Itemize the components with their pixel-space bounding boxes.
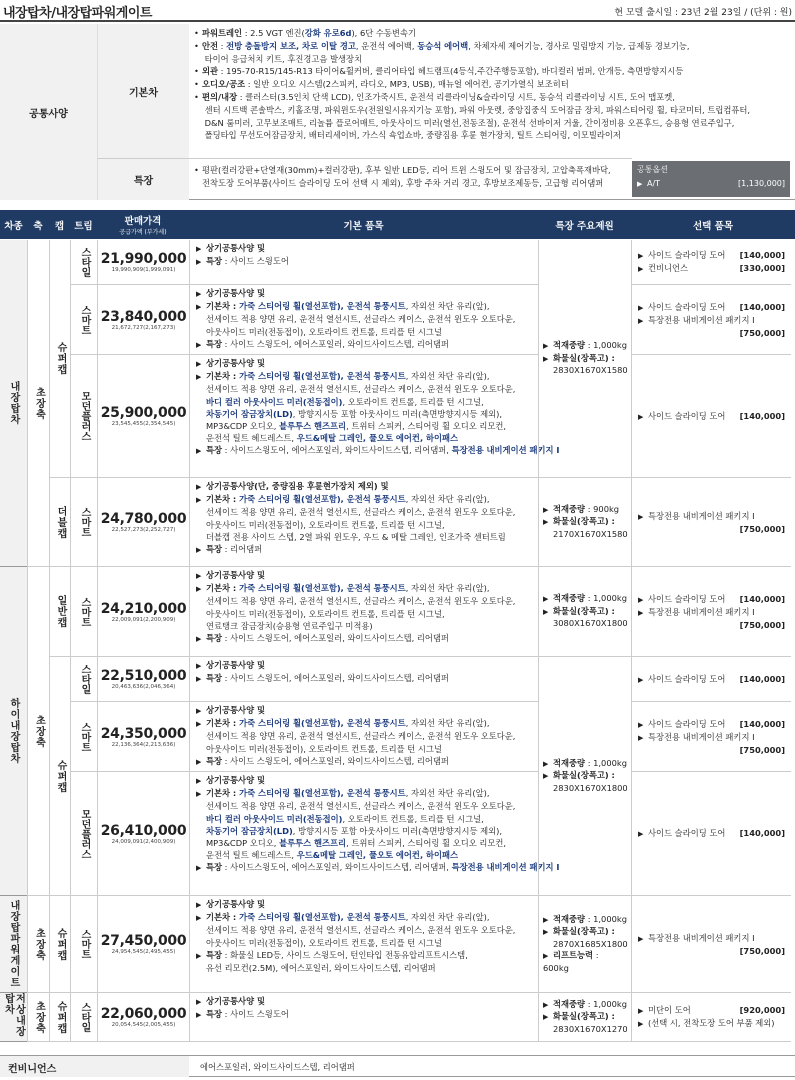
feature-spec-list [189,158,632,200]
supply-price: 22,009,091(2,200,909) [111,616,176,623]
spec-weight: ▶ 적재중량 : 1,000kg [543,913,627,924]
sale-price: 24,210,000 [100,600,187,617]
feature-line: 아웃사이드 미러(전동접이), 오토라이트 컨트롤, 트리플 턴 시그널 [206,743,442,754]
supply-price: 19,990,909(1,999,091) [111,267,176,273]
spec-cell [538,567,631,657]
common-option-label: 공통옵션 [637,165,668,174]
price-cell [97,657,189,702]
spec-dimension: 2830X1670X1270 [553,1023,628,1034]
spec-cell [538,657,631,896]
basic-car-spec-list [189,24,795,158]
basic-spec-line: 폴딩타입 무선도어잠금장치, 배터리세이버, 가스식 쇽업쇼바, 중량짐용 후륜 현가장치, 틸트 스티어링, 이모빌라이저 [202,130,621,141]
spec-cargo: ▶ 화물실(장폭고) : [543,926,615,937]
supply-price: 21,672,727(2,167,273) [111,324,176,331]
supply-price: 22,136,364(2,213,636) [111,741,176,748]
basic-item-cell [189,478,538,567]
triangle-bullet-icon: ▶ [637,180,643,188]
convenience-footer [0,1055,795,1077]
feature-line: ▶ 상기공통사양 및 [196,705,265,715]
option-item: [750,000] [739,945,785,956]
spec-weight: ▶ 적재중량 : 900kg [543,503,620,514]
supply-price: 20,463,636(2,046,364) [111,684,176,690]
feature-line: ▶ 기본차 : 가죽 스티어링 휠(열선포함), 운전석 통풍시트, 자외선 차단 유리(앞), [196,718,490,729]
feature-line: 유선 리모컨(2.5M), 에어스포일러, 와이드사이드스텝, 리어댐퍼 [206,963,436,974]
feature-line: MP3&CDP 오디오, 블루투스 핸즈프리, 트위터 스피커, 스티어링 휠 오디오 리모컨, [206,421,507,432]
th-price-sub: 공급가액 (부가세) [119,229,167,236]
common-option-name: A/T [647,179,661,188]
price-cell [97,993,189,1042]
th-price-label: 판매가격 [124,216,162,227]
th-spec: 특장 주요제원 [538,210,631,239]
spec-cell [538,993,631,1042]
price-cell [97,896,189,993]
basic-spec-line: • 파워트레인 : 2.5 VGT 엔진(강화 유로6d), 6단 수동변속기 [194,28,416,38]
option-item: ▶ 사이드 슬라이딩 도어 [140,000] [638,410,785,421]
cab-type: 일반캡 [49,567,70,657]
spec-dimension: 2170X1670X1580 [553,528,628,539]
feature-line: 선세이드 적용 양면 유리, 운전석 열선시트, 선글라스 케이스, 운전석 윈도우 오토다운, [206,384,516,395]
vehicle-type: 저상내장탑차 [0,993,27,1042]
axle-type: 초장축 [27,896,49,993]
feature-line: 선세이드 적용 양면 유리, 운전석 열선시트, 선글라스 케이스, 운전석 윈도우 오토다운, [206,801,516,812]
basic-item-cell [189,567,538,657]
th-cab: 캡 [49,210,70,239]
release-date: 현 모델 출시일 : 23년 2월 23일 / (단위 : 원) [614,8,792,18]
spec-dimension: 2830X1670X1580 [553,365,628,376]
trim-name: 스마트 [70,896,97,993]
feature-line: 차동기어 잠금장치(LD), 방향지시등 포함 아웃사이드 미러(측면방향지시등 제외), [206,408,503,419]
cab-type: 더블캡 [49,478,70,567]
spec-cargo: ▶ 화물실(장폭고) : [543,1011,615,1022]
basic-item-cell [189,355,560,478]
feature-line: 연료탱크 잠금장치(승용형 연료주입구 미적용) [206,620,373,631]
basic-item-cell [189,896,538,993]
feature-line: ▶ 특장 : 사이드 스윙도어, 에어스포일러, 와이드사이드스텝, 리어댐퍼 [196,755,449,766]
basic-spec-line: • 편의/내장 : 클러스터(3.5인치 단색 LCD), 인조가죽시트, 운전석 리클라이닝&슬라이딩 시트, 동승석 리클라이닝 시트, 도어 맵포켓, [194,91,675,102]
feature-line: 아웃사이드 미러(전동접이), 오토라이트 컨트롤, 트리플 턴 시그널 [206,326,442,337]
feature-line: 선세이드 적용 양면 유리, 운전석 열선시트, 선글라스 케이스, 운전석 윈도우 오토다운, [206,507,516,518]
price-cell [97,478,189,567]
option-item: ▶ 사이드 슬라이딩 도어 [140,000] [638,301,785,312]
trim-name: 모던플러스 [70,772,97,896]
feature-line: ▶ 기본차 : 가죽 스티어링 휠(열선포함), 운전석 통풍시트, 자외선 차단 유리(앞), [196,494,490,505]
convenience-value: 에어스포일러, 와이드사이드스텝, 리어댐퍼 [200,1062,355,1072]
feature-line: ▶ 상기공통사양 및 [196,570,265,580]
feature-line: ▶ 상기공통사양 및 [196,243,265,253]
basic-spec-line: 타이어 응급처치 키트, 후진경고음 발생장치 [202,53,363,64]
option-item: [750,000] [739,327,785,338]
sale-price: 21,990,000 [100,251,187,267]
supply-price: 24,954,545(2,495,455) [111,949,176,955]
sale-price: 22,510,000 [100,668,187,684]
trim-name: 스마트 [70,702,97,772]
feature-label: 특장 [97,158,189,200]
option-item: ▶ 사이드 슬라이딩 도어 [140,000] [638,673,785,684]
option-item: [750,000] [739,619,785,630]
feature-line: ▶ 특장 : 사이드 스윙도어, 에어스포일러, 와이드사이드스텝, 리어댐퍼 [196,633,449,644]
basic-item-cell [189,702,538,772]
option-cell [631,285,791,355]
feature-line: 더블캡 전용 사이드 스텝, 2열 파워 윈도우, 우드 & 메탈 그레인, 인조가죽 센터트림 [206,531,506,542]
trim-name: 스타일 [70,240,97,285]
axle-type: 초장축 [27,993,49,1042]
trim-name: 스마트 [70,285,97,355]
spec-dimension: 2830X1670X1800 [553,782,628,793]
spec-cargo: ▶ 화물실(장폭고) : [543,516,615,527]
th-option: 선택 품목 [631,210,795,239]
sale-price: 22,060,000 [100,1006,187,1022]
price-cell [97,355,189,478]
option-item: [750,000] [739,744,785,755]
spec-cell [538,478,631,567]
option-cell [631,240,791,285]
feature-line: ▶ 기본차 : 가죽 스티어링 휠(열선포함), 운전석 통풍시트, 자외선 차단 유리(앞), [196,301,490,312]
price-cell [97,240,189,285]
price-cell [97,285,189,355]
basic-spec-line: • 외관 : 195-70-R15/145-R13 타이어&휠커버, 클리어타입 헤드램프(4등식,주간주행등포함), 바디컬러 범퍼, 안개등, 측면방향지시등 [194,66,684,77]
option-item: ▶ 사이드 슬라이딩 도어 [140,000] [638,250,785,260]
feature-line: ▶ 특장 : 사이드 스윙도어, 에어스포일러, 와이드사이드스텝, 리어댐퍼 [196,673,449,684]
option-item: ▶ 컨비니언스 [330,000] [638,263,785,273]
trim-name: 스타일 [70,993,97,1042]
convenience-label: 컨비니언스 [0,1056,189,1077]
spec-weight: ▶ 적재중량 : 1,000kg [543,340,627,351]
common-option-price: [1,130,000] [738,179,785,188]
basic-spec-line: 센터 시트백 콘솔박스, 키홀조명, 파워윈도우(전원일시유지기능 포함), 파워 아웃렛, 중앙집중식 도어잠금 장치, 파워스티어링 휠, 타코미터, 트립컴퓨터, [202,104,751,115]
option-item: ▶ 특장전용 내비게이션 패키지 I [638,606,755,617]
basic-spec-line: • 오디오/공조 : 일반 오디오 시스템(2스피커, 라디오, MP3, USB), 매뉴얼 에어컨, 공기가열식 보조히터 [194,79,569,90]
trim-name: 스마트 [70,478,97,567]
feature-line: 운전석 틸트 헤드레스트, 우드&메탈 그레인, 풀오토 에어컨, 하이패스 [206,850,459,861]
sale-price: 25,900,000 [100,405,187,421]
vehicle-type: 내장탑파워게이트 [0,896,27,993]
feature-line: ▶ 상기공통사양(단, 중량짐용 후륜현가장치 제외) 및 [196,481,389,491]
feature-line: ▶ 상기공통사양 및 [196,660,265,670]
feature-line: 아웃사이드 미러(전동접이), 오토라이트 컨트롤, 트리플 턴 시그널, [206,519,445,530]
spec-lift: ▶ 리프트능력 : 600kg [543,950,599,973]
feature-line: ▶ 상기공통사양 및 [196,899,265,909]
common-spec-section [0,24,795,200]
common-spec-label: 공통사양 [0,24,97,200]
supply-price: 23,545,455(2,354,545) [111,421,176,427]
option-item: ▶ (선택 시, 전착도장 도어 부품 제외) [638,1018,775,1028]
feature-line: 바디 컬러 아웃사이드 미러(전동접이), 오토라이트 컨트롤, 트리플 턴 시그널, [206,813,484,824]
option-item: ▶ 사이드 슬라이딩 도어 [140,000] [638,718,785,729]
price-cell [97,567,189,657]
price-cell [97,702,189,772]
spec-cargo: ▶ 화물실(장폭고) : [543,352,615,363]
trim-name: 모던플러스 [70,355,97,478]
basic-spec-line: D&N 룸미러, 고무보조매트, 리놀륨 플로어매트, 아웃사이드 미러(열선,전동조절), 운전석 선바이저 거울, 간이정비용 오픈후드, 승용형 연료주입구, [202,117,735,128]
feature-line: ▶ 상기공통사양 및 [196,775,265,785]
spec-cargo: ▶ 화물실(장폭고) : [543,605,615,616]
cab-type: 슈퍼캡 [49,657,70,896]
axle-type: 초장축 [27,567,49,896]
page-title: 내장탑차/내장탑파워게이트 [3,6,152,21]
feature-line: ▶ 특장 : 사이드 스윙도어 [196,1009,289,1020]
feature-line: ▶ 기본차 : 가죽 스티어링 휠(열선포함), 운전석 통풍시트, 자외선 차단 유리(앞), [196,371,490,382]
option-cell [631,355,791,478]
spec-dimension: 2870X1685X1800 [553,938,628,949]
option-cell [631,896,791,993]
vehicle-type: 하이내장탑차 [0,567,27,896]
basic-item-cell [189,772,560,896]
feature-line: 차동기어 잠금장치(LD), 방향지시등 포함 아웃사이드 미러(측면방향지시등 제외), [206,825,503,836]
spec-cell [538,240,631,478]
common-option-box [632,161,790,197]
feature-line: 아웃사이드 미러(전동접이), 오토라이트 컨트롤, 트리플 턴 시그널 [206,937,442,948]
trim-name: 스타일 [70,657,97,702]
cab-type: 슈퍼캡 [49,896,70,993]
option-item: ▶ 특장전용 내비게이션 패키지 I [638,510,755,521]
th-basic: 기본 품목 [189,210,538,239]
feature-line: 운전석 틸트 헤드레스트, 우드&메탈 그레인, 풀오토 에어컨, 하이패스 [206,433,459,444]
basic-item-cell [189,285,538,355]
sale-price: 24,350,000 [100,725,187,742]
th-axle: 축 [27,210,49,239]
feature-line: 선세이드 적용 양면 유리, 운전석 열선시트, 선글라스 케이스, 운전석 윈도우 오토다운, [206,314,516,325]
option-cell [631,702,791,772]
axle-type: 초장축 [27,240,49,567]
spec-cargo: ▶ 화물실(장폭고) : [543,770,615,781]
cab-type: 슈퍼캡 [49,240,70,478]
option-item: ▶ 미단이 도어 [920,000] [638,1005,785,1015]
feature-spec-line: • 평판(컬러강판+단열재(30mm)+컬러강판), 후부 일반 LED등, 리어 트윈 스윙도어 및 잠금장치, 고압축폭재바닥, [194,165,611,175]
option-item: [750,000] [739,523,785,534]
th-trim: 트림 [70,210,97,239]
supply-price: 20,054,545(2,005,455) [111,1022,176,1028]
feature-line: ▶ 상기공통사양 및 [196,996,265,1006]
feature-line: 선세이드 적용 양면 유리, 운전석 열선시트, 선글라스 케이스, 운전석 윈도우 오토다운, [206,925,516,936]
th-type: 차종 [0,210,27,239]
basic-car-label: 기본차 [97,24,189,158]
th-price [97,210,189,239]
feature-line: MP3&CDP 오디오, 블루투스 핸즈프리, 트위터 스피커, 스티어링 휠 오디오 리모컨, [206,838,507,849]
feature-line: ▶ 특장 : 사이드 스윙도어 [196,256,289,267]
feature-line: ▶ 기본차 : 가죽 스티어링 휠(열선포함), 운전석 통풍시트, 자외선 차단 유리(앞), [196,912,490,923]
option-cell [631,657,791,702]
feature-line: ▶ 특장 : 사이드스윙도어, 에어스포일러, 와이드사이드스텝, 리어댐퍼, 특장전용 내비게이션 패키지 I [196,862,560,873]
spec-weight: ▶ 적재중량 : 1,000kg [543,757,627,768]
trim-name: 스마트 [70,567,97,657]
feature-line: ▶ 상기공통사양 및 [196,288,265,298]
supply-price: 24,009,091(2,400,909) [111,838,176,845]
vehicle-type: 내장탑차 [0,240,27,567]
option-cell [631,478,791,567]
feature-line: ▶ 특장 : 리어댐퍼 [196,544,263,555]
basic-item-cell [189,993,538,1042]
feature-line: ▶ 특장 : 사이드 스윙도어, 에어스포일러, 와이드사이드스텝, 리어댐퍼 [196,338,449,349]
sale-price: 24,780,000 [100,511,187,527]
feature-line: 바디 컬러 아웃사이드 미러(전동접이), 오토라이트 컨트롤, 트리플 턴 시그널, [206,396,484,407]
spec-weight: ▶ 적재중량 : 1,000kg [543,998,627,1009]
sale-price: 26,410,000 [100,822,187,839]
option-item: ▶ 사이드 슬라이딩 도어 [140,000] [638,593,785,604]
feature-line: ▶ 특장 : 사이드스윙도어, 에어스포일러, 와이드사이드스텝, 리어댐퍼, 특장전용 내비게이션 패키지 I [196,445,560,456]
feature-line: ▶ 기본차 : 가죽 스티어링 휠(열선포함), 운전석 통풍시트, 자외선 차단 유리(앞), [196,788,490,799]
feature-spec-line: 전착도장 도어부품(사이드 슬라이딩 도어 선택 시 제외), 후방 주차 거리 경고, 후방보조제동등, 고급형 리어댐퍼 [202,178,604,188]
feature-line: ▶ 기본차 : 가죽 스티어링 휠(열선포함), 운전석 통풍시트, 자외선 차단 유리(앞), [196,583,490,594]
option-item: ▶ 특장전용 내비게이션 패키지 I [638,314,755,325]
feature-line: 선세이드 적용 양면 유리, 운전석 열선시트, 선글라스 케이스, 운전석 윈도우 오토다운, [206,731,516,742]
page-header [0,0,795,22]
option-item: ▶ 특장전용 내비게이션 패키지 I [638,932,755,943]
option-cell [631,567,791,657]
spec-weight: ▶ 적재중량 : 1,000kg [543,593,627,604]
option-item: ▶ 특장전용 내비게이션 패키지 I [638,731,755,742]
option-cell [631,993,791,1042]
feature-line: 아웃사이드 미러(전동접이), 오토라이트 컨트롤, 트리플 턴 시그널, [206,608,445,619]
sale-price: 27,450,000 [100,933,187,949]
option-cell [631,772,791,896]
supply-price: 22,527,273(2,252,727) [111,527,176,533]
feature-line: 선세이드 적용 양면 유리, 운전석 열선시트, 선글라스 케이스, 운전석 윈도우 오토다운, [206,596,516,607]
basic-spec-line: • 안전 : 전방 충돌방지 보조, 차로 이탈 경고, 운전석 에어백, 동승석 에어백, 차체자세 제어기능, 경사로 밀림방지 기능, 급제동 경보기능, [194,40,690,51]
spec-dimension: 3080X1670X1800 [553,618,628,629]
option-item: ▶ 사이드 슬라이딩 도어 [140,000] [638,828,785,838]
cab-type: 슈퍼캡 [49,993,70,1042]
feature-line: ▶ 상기공통사양 및 [196,358,265,368]
spec-cell [538,896,631,993]
basic-item-cell [189,657,538,702]
basic-item-cell [189,240,538,285]
feature-line: ▶ 특장 : 화물실 LED등, 사이드 스윙도어, 턴인타입 전동유압리프트시스템, [196,949,468,960]
price-cell [97,772,189,896]
sale-price: 23,840,000 [100,308,187,325]
